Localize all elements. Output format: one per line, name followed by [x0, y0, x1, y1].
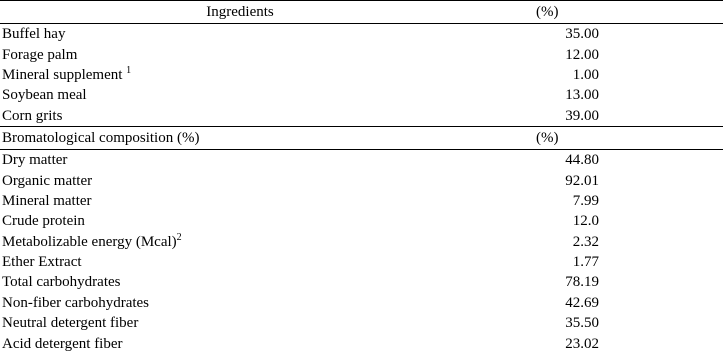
row-label — [0, 333, 480, 353]
row-value: 1.77 — [572, 254, 599, 271]
row-label-text: Mineral supplement — [2, 66, 127, 83]
row-label — [0, 24, 480, 45]
row-label-text: Buffel hay — [2, 26, 66, 43]
row-label-text: Organic matter — [2, 172, 93, 189]
row-label — [0, 149, 480, 170]
row-label-text: Crude protein — [2, 213, 85, 230]
composition-header-row — [0, 126, 723, 149]
table-row — [0, 252, 723, 272]
row-value: 2.32 — [572, 233, 599, 250]
row-value: 1.00 — [572, 66, 599, 83]
row-value: 12.00 — [565, 46, 599, 63]
row-label — [0, 232, 480, 252]
row-label-text: Acid detergent fiber — [2, 335, 123, 352]
table-row — [0, 211, 723, 231]
row-value: 13.00 — [565, 87, 599, 104]
footnote-marker: 1 — [126, 64, 132, 76]
table-row — [0, 293, 723, 313]
row-value: 7.99 — [572, 192, 599, 209]
row-label-text: Mineral matter — [2, 192, 92, 209]
composition-header-percent: (%) — [480, 126, 723, 149]
row-label-text: Forage palm — [2, 46, 78, 63]
table-row — [0, 65, 723, 85]
composition-header-section — [0, 126, 723, 149]
row-label — [0, 272, 480, 292]
table-row — [0, 272, 723, 292]
row-value: 35.50 — [565, 315, 599, 332]
row-label-text: Soybean meal — [2, 87, 87, 104]
table-row — [0, 333, 723, 353]
row-value: 12.0 — [572, 213, 599, 230]
table-row — [0, 232, 723, 252]
table-row — [0, 149, 723, 170]
row-label — [0, 293, 480, 313]
footnote-marker: 2 — [176, 231, 182, 243]
table-row — [0, 85, 723, 105]
row-label-text: Total carbohydrates — [2, 274, 121, 291]
table-row — [0, 106, 723, 127]
row-value: 35.00 — [565, 26, 599, 43]
row-label-text: Neutral detergent fiber — [2, 315, 139, 332]
table-row — [0, 44, 723, 64]
composition-header-label: Bromatological composition (%) — [0, 126, 480, 149]
row-label — [0, 313, 480, 333]
row-label-text: Non-fiber carbohydrates — [2, 294, 150, 311]
ingredients-section — [0, 1, 723, 24]
row-value: 42.69 — [565, 294, 599, 311]
row-label-text: Metabolizable energy (Mcal) — [2, 233, 177, 250]
row-label — [0, 191, 480, 211]
row-label — [0, 106, 480, 127]
row-value: 92.01 — [565, 172, 599, 189]
ingredients-header-label: Ingredients — [0, 1, 480, 24]
row-value: 44.80 — [565, 152, 599, 169]
row-label — [0, 252, 480, 272]
composition-rows — [0, 149, 723, 353]
table-row — [0, 170, 723, 190]
row-label — [0, 65, 480, 85]
row-label — [0, 211, 480, 231]
ingredients-header-percent: (%) — [480, 1, 723, 24]
row-label — [0, 170, 480, 190]
ingredients-header-row — [0, 1, 723, 24]
row-value: 23.02 — [565, 335, 599, 352]
row-label-text: Corn grits — [2, 107, 63, 124]
row-value: 39.00 — [565, 107, 599, 124]
table-row — [0, 191, 723, 211]
table-row — [0, 24, 723, 45]
row-label — [0, 85, 480, 105]
row-label-text: Ether Extract — [2, 254, 82, 271]
row-value: 78.19 — [565, 274, 599, 291]
row-label-text: Dry matter — [2, 152, 68, 169]
table-row — [0, 313, 723, 333]
row-label — [0, 44, 480, 64]
ingredients-rows — [0, 24, 723, 127]
